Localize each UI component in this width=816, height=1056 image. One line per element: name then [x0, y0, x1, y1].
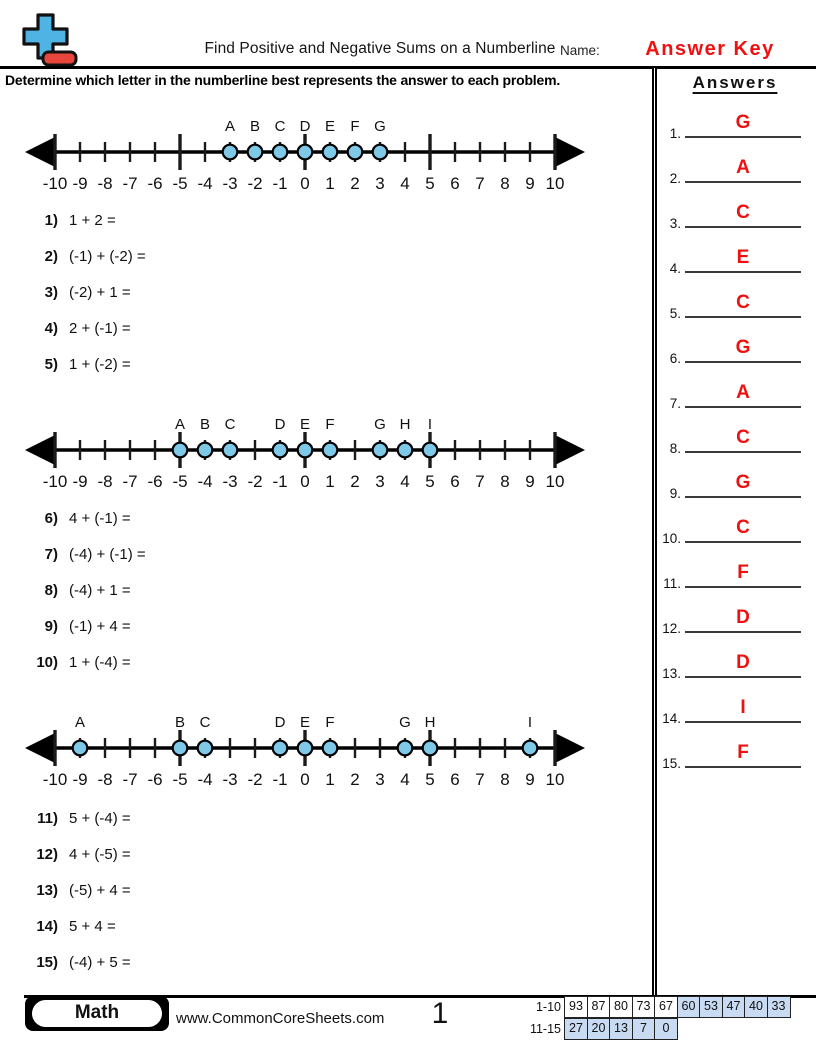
tick-label: -1	[272, 174, 288, 193]
point-letter: E	[299, 416, 311, 433]
right-arrow-icon	[556, 138, 585, 167]
answer-number: 9.	[669, 486, 681, 501]
tick-label: 7	[475, 472, 485, 491]
point-dot	[423, 443, 438, 458]
problem-expression: 4 + (-1) =	[69, 510, 131, 527]
score-range-label: 1-10	[535, 1000, 561, 1014]
problem-expression: 1 + (-2) =	[69, 356, 131, 373]
problem-number: 5)	[44, 356, 58, 373]
score-row	[520, 1018, 789, 1040]
problem-set-2	[22, 510, 342, 690]
tick-label: 9	[525, 770, 535, 789]
answer-number: 5.	[669, 306, 681, 321]
tick-label: -2	[247, 472, 263, 491]
answer-blank-line	[685, 470, 801, 498]
point-dot	[198, 741, 213, 756]
answer-letter: F	[737, 742, 749, 763]
point-dot	[323, 443, 338, 458]
left-arrow-icon	[25, 734, 54, 763]
answer-letter: G	[735, 112, 751, 133]
tick-label: -6	[147, 472, 163, 491]
answer-letter: D	[736, 607, 750, 628]
point-letter: C	[274, 118, 286, 135]
answer-number: 6.	[669, 351, 681, 366]
problem-row	[22, 284, 342, 304]
subject-label: Math	[74, 1002, 120, 1023]
problem-number: 12)	[36, 846, 58, 863]
tick-label: 4	[400, 472, 410, 491]
tick-label: -7	[122, 174, 138, 193]
answer-blank-line	[685, 605, 801, 633]
answer-row	[657, 380, 813, 410]
left-arrow-icon	[25, 436, 54, 465]
tick-label: -5	[172, 770, 188, 789]
score-cell: 13	[609, 1018, 633, 1040]
tick-label: 1	[325, 174, 335, 193]
answer-letter: G	[735, 337, 751, 358]
point-letter: H	[399, 416, 411, 433]
problem-row	[22, 510, 342, 530]
point-dot	[173, 443, 188, 458]
answer-blank-line	[685, 200, 801, 228]
tick-label: -8	[97, 770, 113, 789]
tick-label: 8	[500, 472, 510, 491]
tick-label: 2	[350, 472, 360, 491]
point-dot	[298, 145, 313, 160]
tick-label: -10	[42, 770, 68, 789]
score-cell: 0	[654, 1018, 678, 1040]
problem-number: 10)	[36, 654, 58, 671]
tick-label: 8	[500, 174, 510, 193]
problem-row	[22, 356, 342, 376]
point-letter: D	[299, 118, 311, 135]
answer-letter: A	[736, 382, 750, 403]
point-dot	[373, 443, 388, 458]
point-letter: I	[527, 714, 533, 731]
answer-letter: C	[736, 202, 750, 223]
tick-label: 4	[400, 770, 410, 789]
score-cell: 53	[699, 996, 723, 1018]
answer-blank-line	[685, 650, 801, 678]
point-dot	[298, 443, 313, 458]
problem-row	[22, 918, 342, 938]
tick-label: 0	[300, 472, 310, 491]
answer-number: 12.	[662, 621, 681, 636]
answer-number: 2.	[669, 171, 681, 186]
problem-expression: (-1) + 4 =	[69, 618, 131, 635]
tick-label: 7	[475, 770, 485, 789]
score-cell: 7	[632, 1018, 656, 1040]
score-cell: 27	[564, 1018, 588, 1040]
answer-blank-line	[685, 380, 801, 408]
right-arrow-icon	[556, 734, 585, 763]
problem-number: 6)	[44, 510, 58, 527]
point-dot	[323, 145, 338, 160]
commoncoresheets-logo	[16, 12, 80, 73]
tick-label: -2	[247, 770, 263, 789]
point-letter: B	[174, 714, 186, 731]
score-range-label: 11-15	[529, 1022, 561, 1036]
answer-row	[657, 425, 813, 455]
answer-letter: I	[740, 697, 746, 718]
problem-expression: 5 + 4 =	[69, 918, 116, 935]
answer-number: 1.	[669, 126, 681, 141]
answer-row	[657, 740, 813, 770]
answer-number: 8.	[669, 441, 681, 456]
tick-label: -10	[42, 174, 68, 193]
numberline-2	[18, 410, 628, 494]
point-dot	[223, 145, 238, 160]
problem-row	[22, 546, 342, 566]
numberline-3	[18, 708, 628, 792]
point-dot	[73, 741, 88, 756]
tick-label: -7	[122, 770, 138, 789]
answer-blank-line	[685, 740, 801, 768]
answer-number: 15.	[662, 756, 681, 771]
problem-number: 3)	[44, 284, 58, 301]
problem-row	[22, 810, 342, 830]
score-cell: 40	[744, 996, 768, 1018]
answer-blank-line	[685, 425, 801, 453]
website-url: www.CommonCoreSheets.com	[176, 1010, 385, 1027]
tick-label: -4	[197, 174, 213, 193]
numberline-svg	[18, 410, 628, 494]
point-letter: G	[374, 416, 386, 433]
tick-label: 0	[300, 770, 310, 789]
tick-label: -8	[97, 472, 113, 491]
tick-label: -4	[197, 770, 213, 789]
problem-expression: (-5) + 4 =	[69, 882, 131, 899]
answer-letter: G	[735, 472, 751, 493]
point-letter: F	[325, 416, 335, 433]
problem-expression: 5 + (-4) =	[69, 810, 131, 827]
answer-blank-line	[685, 560, 801, 588]
point-dot	[273, 741, 288, 756]
point-letter: G	[399, 714, 411, 731]
point-dot	[423, 741, 438, 756]
plus-minus-icon	[16, 12, 80, 68]
answer-blank-line	[685, 695, 801, 723]
score-cell: 20	[587, 1018, 611, 1040]
answer-blank-line	[685, 155, 801, 183]
tick-label: 6	[450, 770, 460, 789]
answer-row	[657, 605, 813, 635]
point-letter: D	[274, 416, 286, 433]
point-dot	[273, 145, 288, 160]
tick-label: 9	[525, 174, 535, 193]
point-letter: D	[274, 714, 286, 731]
answer-blank-line	[685, 110, 801, 138]
tick-label: 6	[450, 472, 460, 491]
problem-number: 14)	[36, 918, 58, 935]
answer-letter: D	[736, 652, 750, 673]
answer-blank-line	[685, 245, 801, 273]
answer-number: 11.	[663, 576, 681, 591]
header-divider	[0, 66, 816, 69]
numberline-1	[18, 112, 628, 196]
tick-label: -5	[172, 174, 188, 193]
answer-row	[657, 515, 813, 545]
problem-row	[22, 954, 342, 974]
problem-number: 2)	[44, 248, 58, 265]
answer-row	[657, 200, 813, 230]
problem-expression: 1 + 2 =	[69, 212, 116, 229]
problem-row	[22, 654, 342, 674]
score-cell: 73	[632, 996, 656, 1018]
tick-label: 10	[545, 770, 565, 789]
subject-pill	[32, 1000, 162, 1027]
answer-letter: E	[736, 247, 750, 268]
point-letter: F	[350, 118, 360, 135]
tick-label: 1	[325, 770, 335, 789]
point-letter: I	[427, 416, 433, 433]
score-cell: 67	[654, 996, 678, 1018]
tick-label: 3	[375, 174, 385, 193]
point-letter: C	[199, 714, 211, 731]
score-cell: 33	[767, 996, 791, 1018]
answer-blank-line	[685, 335, 801, 363]
problem-expression: (-4) + 5 =	[69, 954, 131, 971]
numberline-svg	[18, 112, 628, 196]
tick-label: 0	[300, 174, 310, 193]
point-letter: F	[325, 714, 335, 731]
tick-label: 7	[475, 174, 485, 193]
answer-row	[657, 470, 813, 500]
problem-row	[22, 582, 342, 602]
problem-expression: 1 + (-4) =	[69, 654, 131, 671]
problem-set-3	[22, 810, 342, 990]
tick-label: -9	[72, 770, 88, 789]
tick-label: -3	[222, 770, 238, 789]
tick-label: 5	[425, 174, 435, 193]
score-row	[520, 996, 789, 1018]
point-dot	[173, 741, 188, 756]
problem-row	[22, 248, 342, 268]
point-dot	[323, 741, 338, 756]
tick-label: 1	[325, 472, 335, 491]
tick-label: 3	[375, 770, 385, 789]
tick-label: -7	[122, 472, 138, 491]
score-table	[520, 996, 789, 1040]
name-label: Name:	[560, 43, 600, 58]
numberline-svg	[18, 708, 628, 792]
point-letter: C	[224, 416, 236, 433]
answer-number: 3.	[669, 216, 681, 231]
tick-label: -3	[222, 174, 238, 193]
answers-title: Answers	[692, 73, 778, 92]
answer-row	[657, 290, 813, 320]
page-number: 1	[431, 997, 449, 1030]
page-title: Find Positive and Negative Sums on a Numberline	[204, 40, 556, 57]
tick-label: 5	[425, 472, 435, 491]
instruction-text: Determine which letter in the numberline best represents the answer to each problem.	[5, 72, 561, 88]
answer-number: 7.	[669, 396, 681, 411]
tick-label: 2	[350, 174, 360, 193]
point-letter: H	[424, 714, 436, 731]
answer-number: 13.	[662, 666, 681, 681]
answer-row	[657, 695, 813, 725]
point-letter: A	[224, 118, 236, 135]
problem-row	[22, 846, 342, 866]
tick-label: 8	[500, 770, 510, 789]
answer-letter: F	[737, 562, 749, 583]
tick-label: 10	[545, 472, 565, 491]
tick-label: 4	[400, 174, 410, 193]
answer-letter: C	[736, 292, 750, 313]
score-cell: 87	[587, 996, 611, 1018]
problem-number: 11)	[37, 810, 58, 827]
tick-label: -10	[42, 472, 68, 491]
point-letter: B	[249, 118, 261, 135]
answer-blank-line	[685, 515, 801, 543]
problem-number: 4)	[44, 320, 58, 337]
point-dot	[223, 443, 238, 458]
point-dot	[373, 145, 388, 160]
answer-row	[657, 155, 813, 185]
problem-expression: (-4) + 1 =	[69, 582, 131, 599]
problem-row	[22, 320, 342, 340]
score-cell: 47	[722, 996, 746, 1018]
answer-row	[657, 560, 813, 590]
point-letter: A	[174, 416, 186, 433]
answer-key-text: Answer Key	[645, 38, 775, 60]
answer-row	[657, 335, 813, 365]
answer-letter: A	[736, 157, 750, 178]
tick-label: 5	[425, 770, 435, 789]
answer-row	[657, 245, 813, 275]
tick-label: -2	[247, 174, 263, 193]
problem-number: 13)	[36, 882, 58, 899]
point-letter: E	[324, 118, 336, 135]
tick-label: 2	[350, 770, 360, 789]
right-arrow-icon	[556, 436, 585, 465]
subject-badge	[25, 996, 169, 1031]
problem-expression: (-2) + 1 =	[69, 284, 131, 301]
tick-label: -1	[272, 770, 288, 789]
tick-label: -1	[272, 472, 288, 491]
score-cell: 60	[677, 996, 701, 1018]
problem-row	[22, 882, 342, 902]
tick-label: 9	[525, 472, 535, 491]
point-dot	[398, 443, 413, 458]
tick-label: -4	[197, 472, 213, 491]
point-dot	[198, 443, 213, 458]
answer-row	[657, 650, 813, 680]
point-dot	[248, 145, 263, 160]
answer-number: 10.	[662, 531, 681, 546]
answer-letter: C	[736, 427, 750, 448]
score-cell: 93	[564, 996, 588, 1018]
tick-label: -9	[72, 472, 88, 491]
answer-letter: C	[736, 517, 750, 538]
point-dot	[298, 741, 313, 756]
problem-expression: 4 + (-5) =	[69, 846, 131, 863]
problem-number: 7)	[44, 546, 58, 563]
tick-label: -6	[147, 770, 163, 789]
problem-expression: (-1) + (-2) =	[69, 248, 146, 265]
point-dot	[398, 741, 413, 756]
tick-label: -6	[147, 174, 163, 193]
tick-label: 3	[375, 472, 385, 491]
point-dot	[273, 443, 288, 458]
tick-label: -8	[97, 174, 113, 193]
point-dot	[348, 145, 363, 160]
problem-number: 9)	[44, 618, 58, 635]
point-letter: B	[199, 416, 211, 433]
answer-blank-line	[685, 290, 801, 318]
point-letter: A	[74, 714, 86, 731]
answer-number: 4.	[669, 261, 681, 276]
problem-number: 1)	[44, 212, 58, 229]
problem-row	[22, 618, 342, 638]
problem-number: 15)	[36, 954, 58, 971]
problem-set-1	[22, 212, 342, 392]
point-dot	[523, 741, 538, 756]
tick-label: 10	[545, 174, 565, 193]
left-arrow-icon	[25, 138, 54, 167]
tick-label: -9	[72, 174, 88, 193]
tick-label: -3	[222, 472, 238, 491]
tick-label: 6	[450, 174, 460, 193]
problem-expression: 2 + (-1) =	[69, 320, 131, 337]
tick-label: -5	[172, 472, 188, 491]
problem-number: 8)	[44, 582, 58, 599]
problem-expression: (-4) + (-1) =	[69, 546, 146, 563]
score-cell: 80	[609, 996, 633, 1018]
point-letter: G	[374, 118, 386, 135]
answer-number: 14.	[662, 711, 681, 726]
point-letter: E	[299, 714, 311, 731]
problem-row	[22, 212, 342, 232]
answer-row	[657, 110, 813, 140]
